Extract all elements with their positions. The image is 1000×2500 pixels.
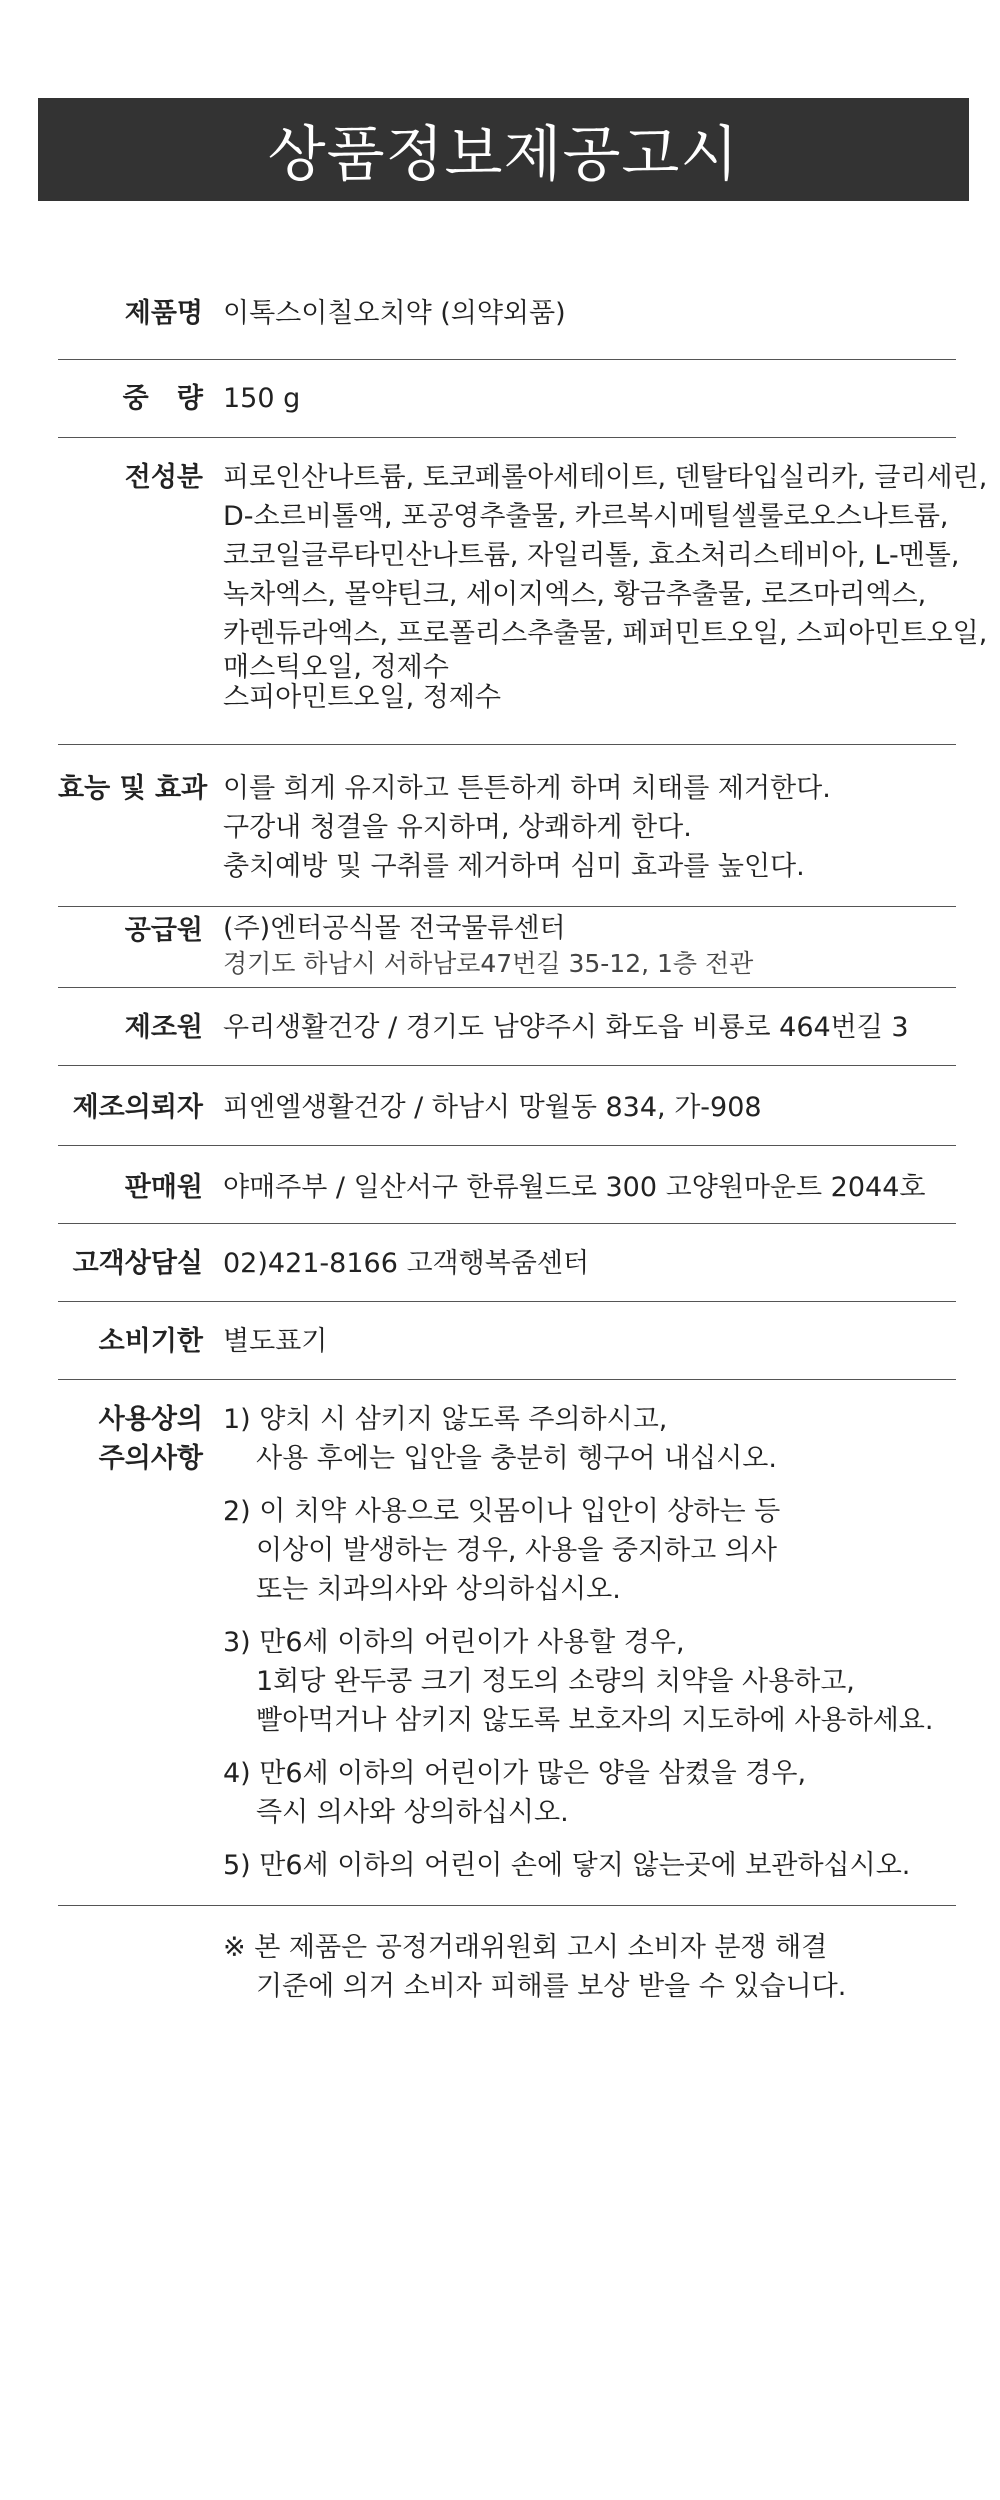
ingredients-line: 녹차엑스, 몰약틴크, 세이지엑스, 황금추출물, 로즈마리엑스,: [223, 579, 927, 610]
label-product-name: 제품명: [124, 298, 203, 329]
caution-item: [223, 1754, 956, 1832]
label-cautions-line: 사용상의: [98, 1404, 203, 1435]
caution-line: 1) 양치 시 삼키지 않도록 주의하시고,: [223, 1404, 668, 1435]
row-seller: [58, 1146, 956, 1224]
value-client: 피엔엘생활건강 / 하남시 망월동 834, 가-908: [223, 1092, 762, 1123]
value-ingredients: [223, 458, 987, 713]
caution-item: [223, 1400, 956, 1478]
effect-line: 이를 희게 유지하고 튼튼하게 하며 치태를 제거한다.: [223, 773, 831, 804]
value-expiry: 별도표기: [223, 1326, 328, 1357]
product-info-table: [58, 270, 988, 2006]
value-cautions: [223, 1400, 956, 1899]
label-client: 제조의뢰자: [72, 1092, 203, 1123]
row-effect: [58, 745, 956, 907]
caution-line: 3) 만6세 이하의 어린이가 사용할 경우,: [223, 1627, 685, 1658]
row-ingredients: [58, 438, 988, 745]
caution-line: 이상이 발생하는 경우, 사용을 중지하고 의사: [256, 1535, 777, 1566]
caution-line: 5) 만6세 이하의 어린이 손에 닿지 않는곳에 보관하십시오.: [223, 1850, 911, 1881]
ingredients-line: 피로인산나트륨, 토코페롤아세테이트, 덴탈타입실리카, 글리세린,: [223, 462, 988, 493]
label-supplier: 공급원: [124, 915, 203, 946]
caution-line: 사용 후에는 입안을 충분히 헹구어 내십시오.: [256, 1443, 777, 1474]
row-cautions: [58, 1380, 956, 1906]
value-manufacturer: 우리생활건강 / 경기도 남양주시 화도읍 비룡로 464번길 3: [223, 1012, 909, 1043]
label-seller: 판매원: [124, 1172, 203, 1203]
label-weight: 중 량: [122, 383, 203, 414]
row-customer-service: [58, 1224, 956, 1302]
row-weight: [58, 360, 956, 438]
label-cautions-line: 주의사항: [98, 1443, 203, 1474]
caution-line: 또는 치과의사와 상의하십시오.: [256, 1574, 621, 1605]
row-supplier: [58, 907, 956, 988]
row-product-name: [58, 270, 956, 360]
caution-item: [223, 1846, 956, 1885]
ingredients-line: D-소르비톨액, 포공영추출물, 카르복시메틸셀룰로오스나트륨,: [223, 501, 949, 532]
notice-line: 기준에 의거 소비자 피해를 보상 받을 수 있습니다.: [256, 1971, 847, 2002]
ingredients-line: 매스틱오일, 정제수: [223, 652, 449, 683]
caution-line: 빨아먹거나 삼키지 않도록 보호자의 지도하에 사용하세요.: [256, 1705, 934, 1736]
caution-item: [223, 1623, 956, 1740]
value-supplier: [223, 911, 956, 981]
supplier-address: 경기도 하남시 서하남로47번길 35-12, 1층 전관: [223, 949, 754, 978]
ingredients-line: 카렌듀라엑스, 프로폴리스추출물, 페퍼민트오일, 스피아민트오일,: [223, 618, 988, 649]
value-notice: [223, 1928, 956, 2006]
value-seller: 야매주부 / 일산서구 한류월드로 300 고양원마운트 2044호: [223, 1172, 926, 1203]
label-customer-service: 고객상담실: [72, 1248, 203, 1279]
effect-line: 충치예방 및 구취를 제거하며 심미 효과를 높인다.: [223, 851, 805, 882]
title-banner: [38, 98, 969, 201]
row-notice: [58, 1906, 956, 2006]
label-cautions: [58, 1400, 203, 1478]
ingredients-line: 코코일글루타민산나트륨, 자일리톨, 효소처리스테비아, L-멘톨,: [223, 540, 960, 571]
value-effect: [223, 769, 956, 886]
page-title: 상품정보제공고시: [267, 119, 740, 190]
label-effect: 효능 및 효과: [58, 773, 208, 804]
row-manufacturer: [58, 988, 956, 1066]
value-customer-service: 02)421-8166 고객행복줌센터: [223, 1248, 590, 1279]
supplier-name: (주)엔터공식몰 전국물류센터: [223, 913, 566, 944]
value-product-name: 이톡스이칠오치약 (의약외품): [223, 298, 566, 329]
caution-line: 1회당 완두콩 크기 정도의 소량의 치약을 사용하고,: [256, 1666, 855, 1697]
value-weight: 150 g: [223, 383, 301, 414]
notice-line: ※ 본 제품은 공정거래위원회 고시 소비자 분쟁 해결: [223, 1932, 828, 1963]
effect-line: 구강내 청결을 유지하며, 상쾌하게 한다.: [223, 812, 692, 843]
caution-line: 2) 이 치약 사용으로 잇몸이나 입안이 상하는 등: [223, 1496, 781, 1527]
label-ingredients: 전성분: [124, 462, 203, 493]
ingredients-line: 스피아민트오일, 정제수: [223, 682, 501, 713]
caution-line: 4) 만6세 이하의 어린이가 많은 양을 삼켰을 경우,: [223, 1758, 807, 1789]
label-expiry: 소비기한: [98, 1326, 203, 1357]
row-expiry: [58, 1302, 956, 1380]
row-client: [58, 1066, 956, 1146]
caution-item: [223, 1492, 956, 1609]
label-manufacturer: 제조원: [124, 1012, 203, 1043]
caution-line: 즉시 의사와 상의하십시오.: [256, 1797, 569, 1828]
